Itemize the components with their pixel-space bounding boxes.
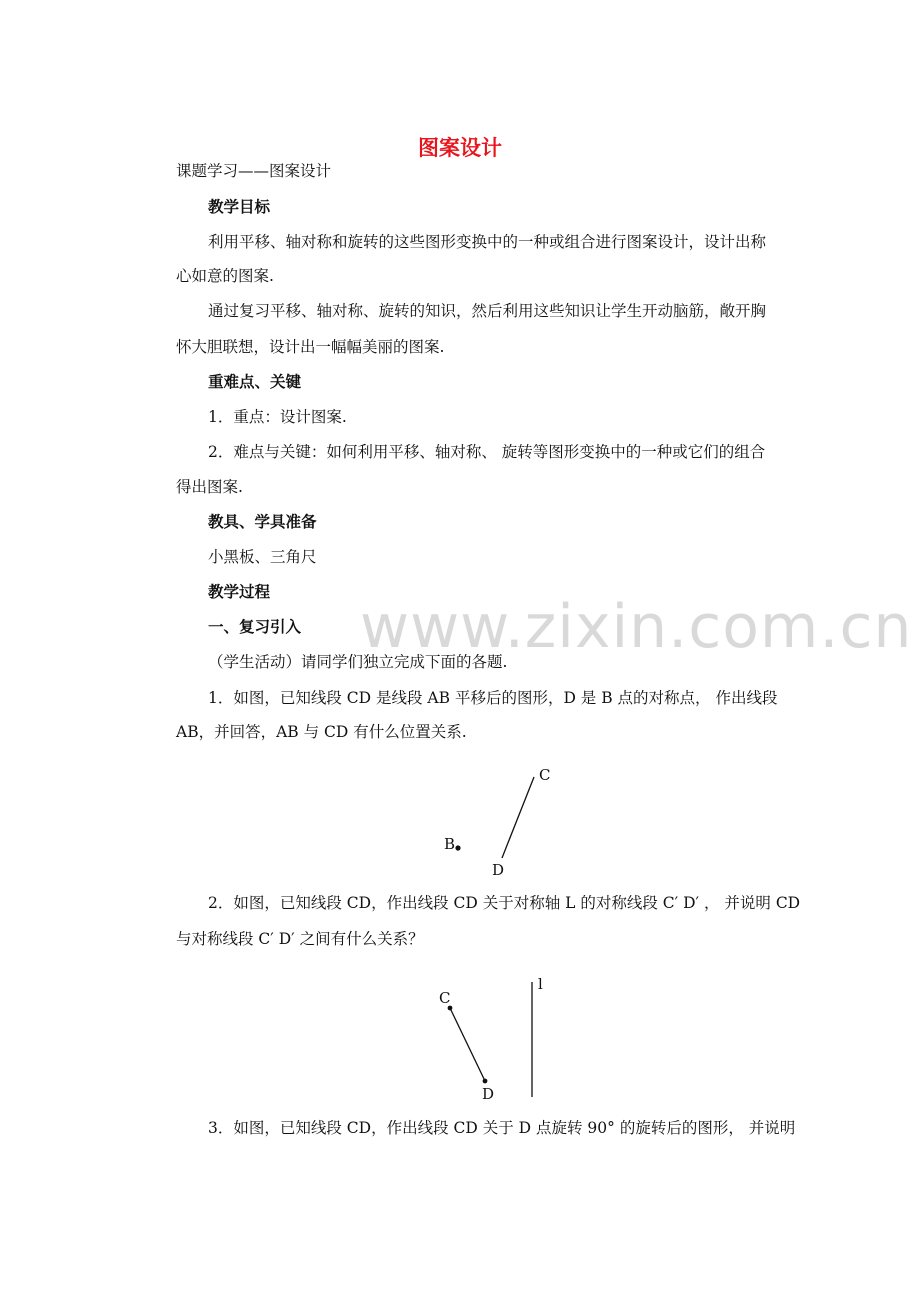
question-line: 与对称线段 C′ D′ 之间有什么关系？ — [176, 930, 424, 948]
label-d: D — [492, 861, 505, 879]
paragraph-line: 小黑板、三角尺 — [208, 548, 317, 566]
label-b: B — [444, 835, 456, 853]
part-heading: 一、复习引入 — [208, 618, 302, 636]
paragraph-line: 怀大胆联想，设计出一幅幅美丽的图案. — [176, 338, 445, 356]
question-line: AB，并回答，AB 与 CD 有什么位置关系. — [176, 723, 467, 741]
label-d: D — [482, 1085, 495, 1103]
paragraph-line: 利用平移、轴对称和旋转的这些图形变换中的一种或组合进行图案设计，设计出称 — [208, 233, 767, 251]
paragraph-line: （学生活动）请同学们独立完成下面的各题. — [208, 653, 508, 671]
section-heading-goals: 教学目标 — [208, 198, 271, 216]
question-line: 2．如图，已知线段 CD，作出线段 CD 关于对称轴 L 的对称线段 C′ D′ ， 并说明 CD — [208, 894, 801, 912]
paragraph-line: 心如意的图案. — [176, 267, 274, 285]
section-heading-key: 重难点、关键 — [208, 373, 302, 391]
watermark: www.zixin.com.cn — [360, 592, 913, 662]
list-item: 2．难点与关键：如何利用平移、轴对称、 旋转等图形变换中的一种或它们的组合 — [208, 443, 766, 461]
document-title: 图案设计 — [418, 136, 502, 160]
question-line: 3．如图，已知线段 CD，作出线段 CD 关于 D 点旋转 90° 的旋转后的图形， 并说明 — [208, 1119, 796, 1137]
label-c: C — [539, 766, 551, 784]
point-d — [483, 1079, 488, 1084]
question-line: 1．如图，已知线段 CD 是线段 AB 平移后的图形，D 是 B 点的对称点， 作出线段 — [208, 689, 778, 707]
section-heading-tools: 教具、学具准备 — [208, 513, 317, 531]
list-item: 1．重点：设计图案. — [208, 408, 347, 426]
paragraph-line: 得出图案. — [176, 478, 243, 496]
subtitle: 课题学习——图案设计 — [176, 162, 332, 180]
paragraph-line: 通过复习平移、轴对称、旋转的知识，然后利用这些知识让学生开动脑筋，敞开胸 — [208, 302, 767, 320]
segment-cd — [450, 1008, 485, 1081]
label-l: l — [538, 975, 543, 993]
section-heading-process: 教学过程 — [208, 583, 271, 601]
label-c: C — [439, 989, 451, 1007]
